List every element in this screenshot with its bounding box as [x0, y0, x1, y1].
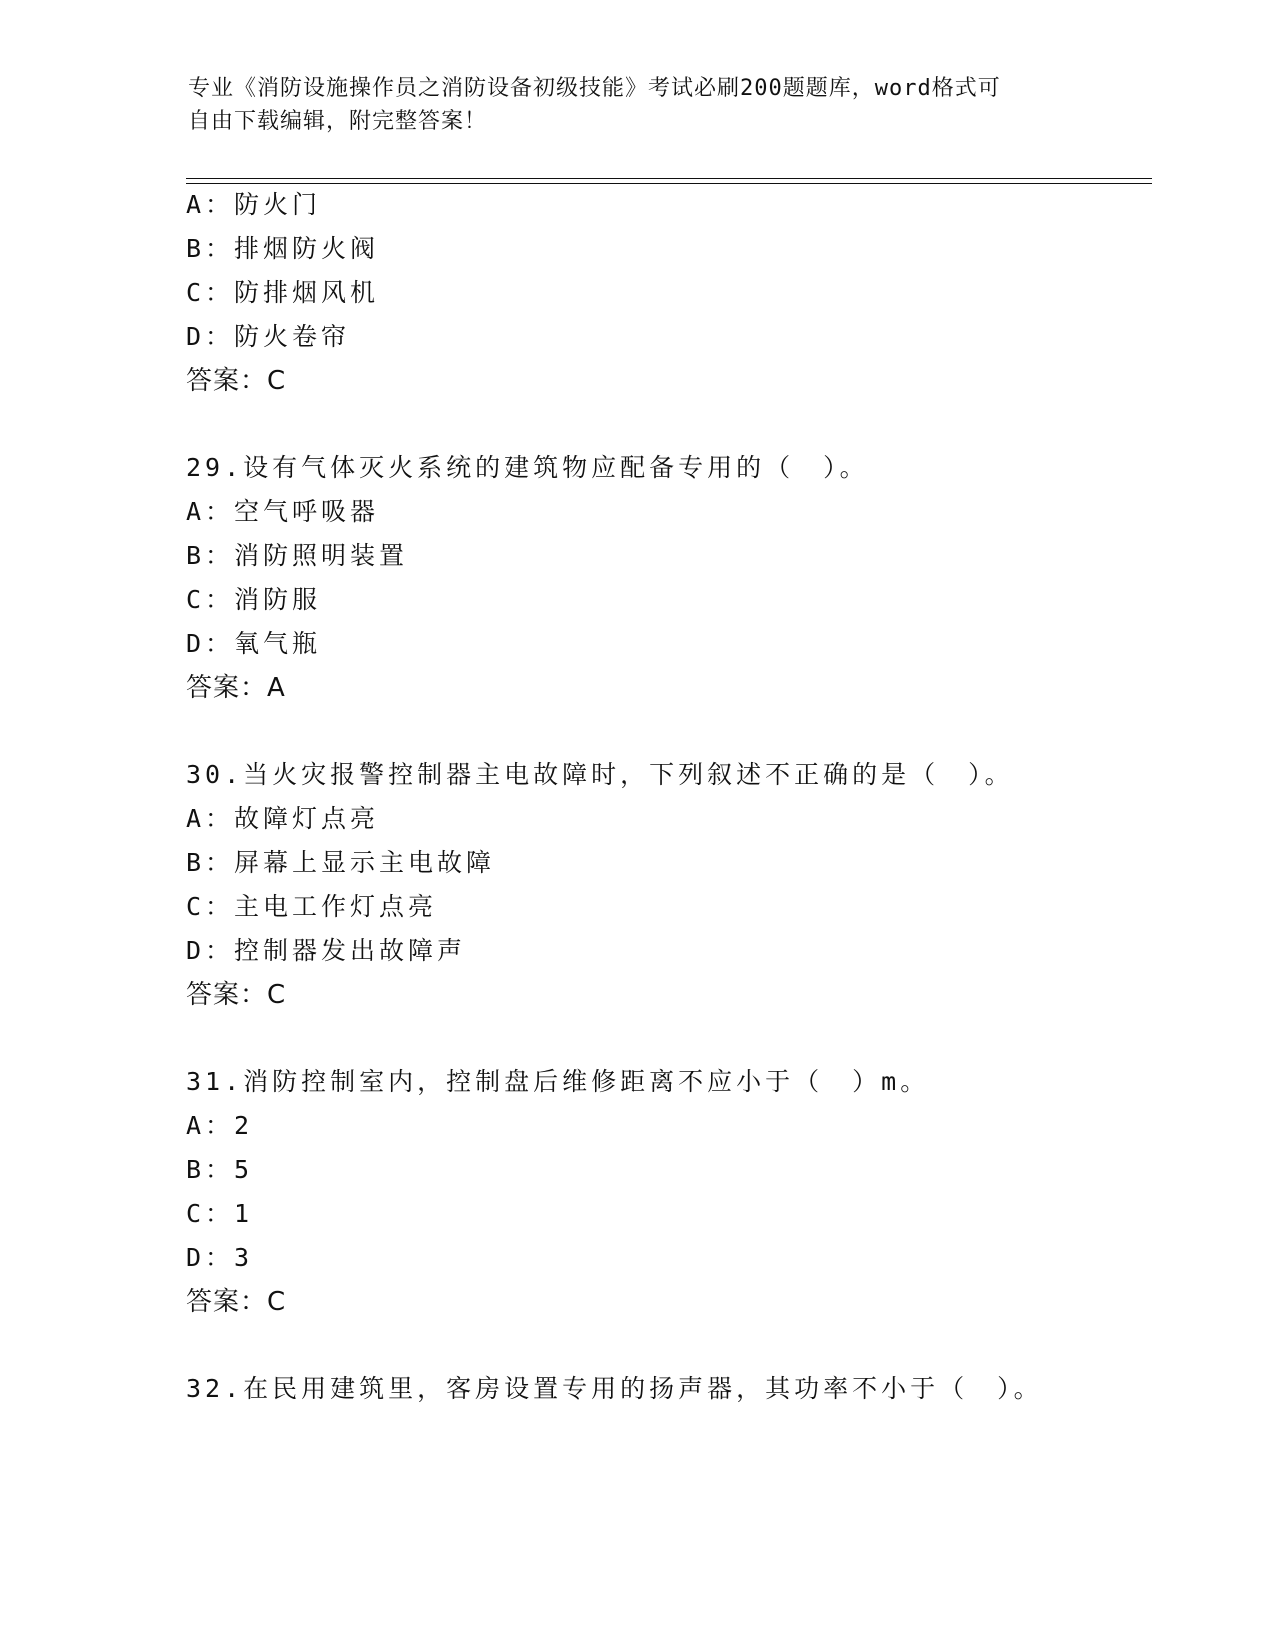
q31-question: 31.消防控制室内，控制盘后维修距离不应小于（ ）m。	[186, 1067, 930, 1096]
q30-question: 30.当火灾报警控制器主电故障时，下列叙述不正确的是（ ）。	[186, 760, 1014, 789]
q31-option-d: D：3	[186, 1243, 254, 1272]
q30-option-a: A：故障灯点亮	[186, 804, 380, 833]
q29-question: 29.设有气体灭火系统的建筑物应配备专用的（ ）。	[186, 453, 869, 482]
q30-option-b: B：屏幕上显示主电故障	[186, 848, 496, 877]
q31-option-b: B：5	[186, 1155, 254, 1184]
q28-option-a: A：防火门	[186, 190, 322, 219]
q32-question: 32.在民用建筑里，客房设置专用的扬声器，其功率不小于（ ）。	[186, 1374, 1043, 1403]
q28-option-d: D：防火卷帘	[186, 322, 351, 351]
header-divider-top	[186, 178, 1152, 179]
q28-answer: 答案：C	[186, 366, 287, 396]
q29-option-c: C：消防服	[186, 585, 322, 614]
q29-option-b: B：消防照明装置	[186, 541, 409, 570]
q28-option-c: C：防排烟风机	[186, 278, 380, 307]
header-divider-bottom	[186, 183, 1152, 184]
q28-option-b: B：排烟防火阀	[186, 234, 380, 263]
q30-option-c: C：主电工作灯点亮	[186, 892, 438, 921]
q30-answer: 答案：C	[186, 980, 287, 1010]
q29-option-a: A：空气呼吸器	[186, 497, 380, 526]
q31-option-c: C：1	[186, 1199, 254, 1228]
document-header	[188, 72, 1068, 138]
q29-option-d: D：氧气瓶	[186, 629, 322, 658]
header-line-1: 专业《消防设施操作员之消防设备初级技能》考试必刷200题题库，word格式可	[188, 76, 1001, 101]
header-line-2: 自由下载编辑，附完整答案！	[188, 109, 488, 134]
q31-option-a: A：2	[186, 1111, 254, 1140]
q29-answer: 答案：A	[186, 673, 286, 703]
q30-option-d: D：控制器发出故障声	[186, 936, 467, 965]
q31-answer: 答案：C	[186, 1287, 287, 1317]
